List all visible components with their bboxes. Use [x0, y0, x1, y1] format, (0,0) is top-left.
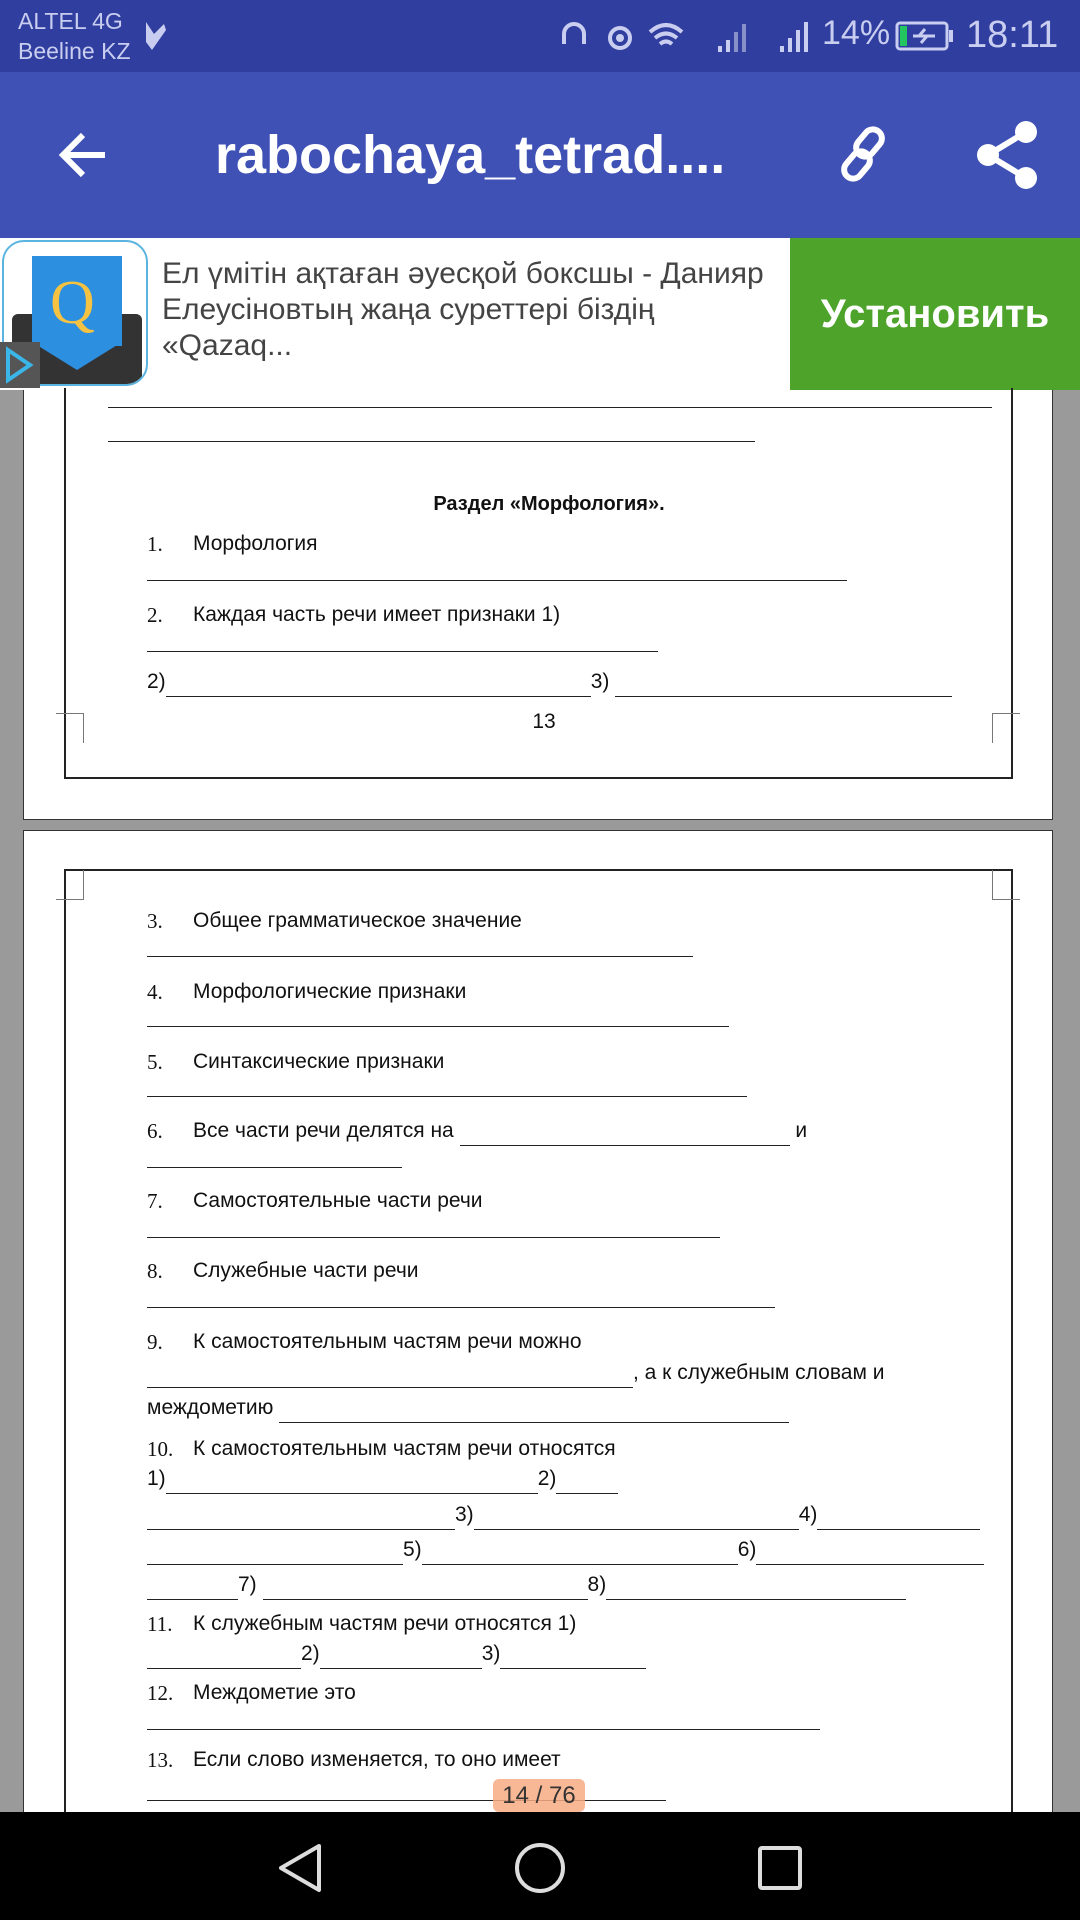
crop-mark — [56, 713, 84, 743]
carrier-2: Beeline KZ — [18, 38, 131, 64]
page-indicator: 14 / 76 — [493, 1779, 585, 1812]
blank — [422, 1541, 738, 1565]
document-title: rabochaya_tetrad.... — [215, 125, 726, 185]
app-bar — [0, 72, 1080, 238]
item-number: 4. — [147, 980, 163, 1004]
item-text: 1) — [147, 1467, 166, 1490]
section-heading: Раздел «Морфология». — [433, 493, 665, 515]
item-text: 4) — [798, 1503, 818, 1526]
blank — [817, 1506, 980, 1530]
blank — [500, 1645, 646, 1669]
item-text: К самостоятельным частям речи можно — [193, 1330, 582, 1353]
crop-mark — [992, 713, 1020, 743]
item-text: междометию — [147, 1396, 280, 1419]
carrier-1: ALTEL 4G — [18, 8, 123, 34]
blank — [147, 1541, 403, 1565]
blank — [147, 1506, 455, 1530]
home-nav-icon[interactable] — [514, 1842, 566, 1894]
ad-text[interactable]: Ел үмітін ақтаған әуесқой боксшы - Данияр Елеусіновтың жаңа суреттері біздің «Qazaq... — [162, 257, 764, 362]
item-number: 7. — [147, 1189, 163, 1213]
answer-line — [108, 441, 755, 442]
page-number: 13 — [532, 710, 556, 733]
battery-percent: 14% — [822, 14, 891, 52]
install-button[interactable]: Установить — [790, 238, 1080, 390]
item-text: Все части речи делятся на — [193, 1119, 460, 1142]
blank — [166, 673, 591, 697]
carrier-info — [18, 6, 131, 66]
recents-nav-icon[interactable] — [757, 1845, 803, 1891]
notification-icon — [142, 20, 170, 52]
share-icon[interactable] — [972, 120, 1042, 190]
answer-line — [108, 407, 992, 408]
blank — [556, 1470, 618, 1494]
blank — [615, 673, 952, 697]
item-text: 5) — [403, 1538, 422, 1561]
battery-icon — [895, 20, 957, 52]
answer-line — [147, 1167, 402, 1168]
status-bar — [0, 0, 1080, 72]
blank — [474, 1506, 799, 1530]
blank — [263, 1576, 588, 1600]
item-number: 13. — [147, 1748, 174, 1772]
item-number: 5. — [147, 1050, 163, 1074]
item-number: 1. — [147, 532, 163, 556]
answer-line — [147, 1096, 747, 1097]
blank — [756, 1541, 984, 1565]
item-text: 8) — [587, 1573, 607, 1596]
crop-mark — [992, 870, 1020, 900]
item-text: 3) — [455, 1503, 474, 1526]
blank — [460, 1122, 790, 1146]
item-number: 10. — [147, 1437, 174, 1461]
item-text: К служебным частям речи относятся 1) — [193, 1612, 577, 1635]
answer-line — [147, 1026, 729, 1027]
item-text: и — [789, 1119, 808, 1142]
crop-mark — [56, 870, 84, 900]
item-text: Синтаксические признаки — [193, 1050, 445, 1073]
item-text: 2) — [537, 1467, 557, 1490]
back-nav-icon[interactable] — [275, 1842, 325, 1894]
blank — [166, 1470, 538, 1494]
item-text: 2) — [301, 1642, 320, 1665]
arrow-back-icon[interactable] — [55, 127, 111, 183]
item-number: 9. — [147, 1330, 163, 1354]
item-text: Служебные части речи — [193, 1259, 419, 1282]
item-number: 3. — [147, 909, 163, 933]
ad-choices-icon[interactable] — [0, 342, 40, 388]
blank — [147, 1576, 238, 1600]
item-number: 6. — [147, 1119, 163, 1143]
item-text: Самостоятельные части речи — [193, 1189, 483, 1212]
item-number: 8. — [147, 1259, 163, 1283]
item-text: Междометие это — [193, 1681, 356, 1704]
item-text: Если слово изменяется, то оно имеет — [193, 1748, 561, 1771]
item-text: К самостоятельным частям речи относятся — [193, 1437, 616, 1460]
blank — [147, 1645, 301, 1669]
answer-line — [147, 651, 658, 652]
answer-line — [147, 956, 693, 957]
item-text: 7) — [238, 1573, 263, 1596]
ad-logo-letter: Q — [50, 269, 95, 337]
blank — [606, 1576, 906, 1600]
answer-line — [147, 1237, 720, 1238]
item-text: Морфология — [193, 532, 318, 555]
item-text: 3) — [481, 1642, 501, 1665]
item-text: 2) — [147, 670, 166, 693]
answer-line — [147, 1307, 775, 1308]
item-number: 11. — [147, 1612, 173, 1636]
item-text: Общее грамматическое значение — [193, 909, 522, 932]
item-text: , а к служебным словам и — [633, 1361, 885, 1384]
answer-line — [147, 1729, 820, 1730]
link-icon[interactable] — [834, 124, 894, 184]
ad-banner[interactable] — [0, 238, 1080, 390]
answer-line — [147, 580, 847, 581]
blank — [320, 1645, 482, 1669]
item-number: 2. — [147, 603, 163, 627]
status-icons — [560, 20, 810, 54]
blank — [279, 1399, 789, 1423]
item-text: 6) — [737, 1538, 757, 1561]
item-number: 12. — [147, 1681, 174, 1705]
clock: 18:11 — [966, 14, 1059, 56]
item-text: Каждая часть речи имеет признаки 1) — [193, 603, 561, 626]
item-text: Морфологические признаки — [193, 980, 467, 1003]
item-text: 3) — [590, 670, 616, 693]
blank — [147, 1364, 633, 1388]
answer-line — [147, 1800, 666, 1801]
navigation-bar — [0, 1812, 1080, 1920]
